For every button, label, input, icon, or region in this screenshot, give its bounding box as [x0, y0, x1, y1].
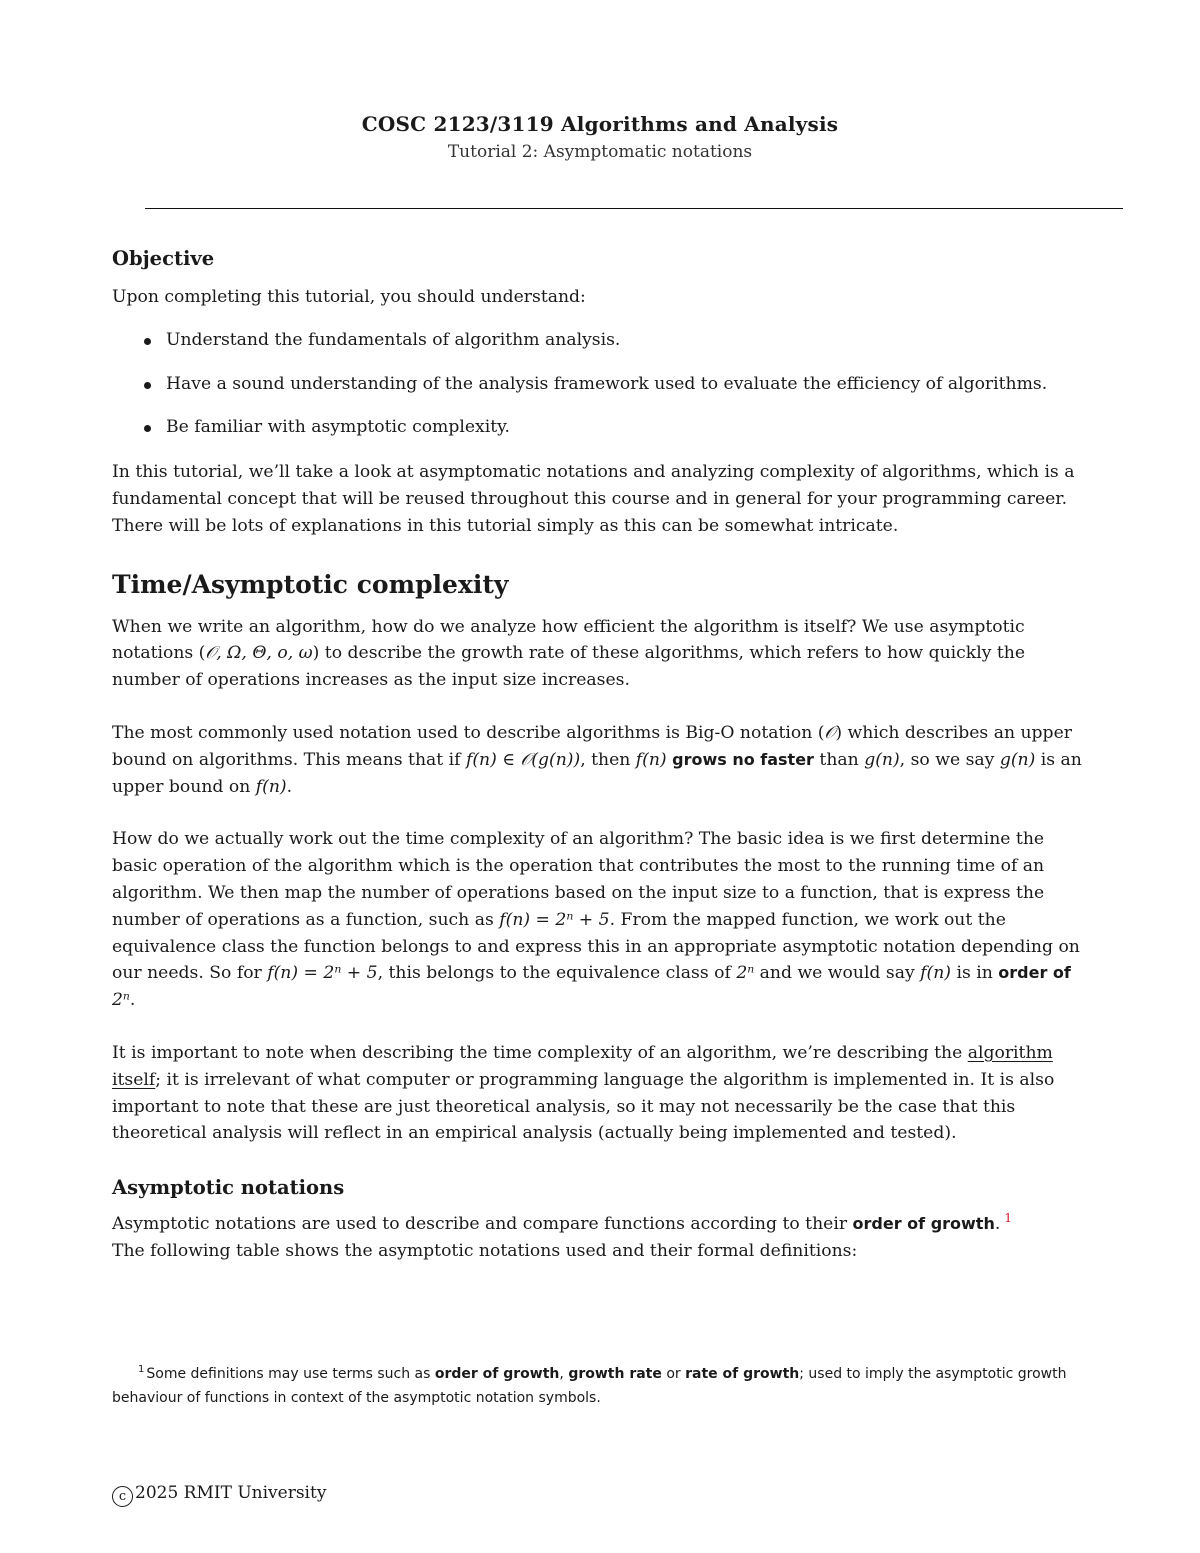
text: The following table shows the asymptotic notations used and their formal definitions: [112, 1240, 858, 1261]
math: 2ⁿ [736, 963, 755, 984]
text: than [813, 749, 865, 770]
asymptotic-notations-heading: Asymptotic notations [112, 1176, 345, 1200]
math: g(n) [864, 749, 900, 770]
copyright-icon: c [112, 1486, 133, 1507]
text: , this belongs to the equivalence class of [377, 963, 737, 984]
list-item: Be familiar with asymptotic complexity. [140, 414, 1090, 441]
text: and we would say [754, 963, 921, 984]
math: f(n) [255, 776, 287, 797]
bold-term: growth rate [568, 1366, 662, 1382]
text: . [286, 776, 293, 797]
time-complexity-heading: Time/Asymptotic complexity [112, 569, 509, 599]
underlined-term: algorithm itself [112, 1042, 1053, 1090]
math: f(n) [635, 749, 667, 770]
text: is in [951, 963, 999, 984]
objective-intro: Upon completing this tutorial, you should understand: [112, 287, 586, 307]
footnote [112, 1362, 1102, 1410]
list-item: Understand the fundamentals of algorithm analysis. [140, 327, 1090, 354]
math: 𝒪 [824, 722, 836, 743]
text: ; used to imply the asymptotic growth behaviour of functions in context of the asymptotic notation symbols. [112, 1366, 1067, 1406]
text: It is important to note when describing the time complexity of an algorithm, we’re describing the [112, 1042, 968, 1063]
paragraph-growth-rate [112, 614, 1090, 694]
text: Some definitions may use terms such as [146, 1366, 435, 1382]
math: 2ⁿ [112, 990, 130, 1011]
text: When we write an algorithm, how do we analyze how efficient the algorithm is itself? We use asymptotic notations ( [112, 616, 1025, 664]
text: or [661, 1366, 686, 1382]
header-divider [145, 208, 1123, 209]
document-header [0, 112, 1200, 162]
math: f(n) = 2ⁿ + 5 [499, 909, 610, 930]
text: How do we actually work out the time complexity of an algorithm? The basic idea is we first determine the basic operation of the algorithm which is the operation that contributes the most to the running time of an algorithm. We then map the number of operations based on the input size to a function, that is express the number of operations as a function, such as [112, 829, 1045, 930]
footer-text: 2025 RMIT University [135, 1483, 327, 1503]
bold-term: order of growth [434, 1366, 560, 1382]
objective-heading: Objective [112, 247, 215, 270]
math: g(n) [999, 749, 1036, 770]
bold-term: rate of growth [685, 1366, 800, 1382]
paragraph-notations-intro [112, 1211, 1090, 1265]
course-title: COSC 2123/3119 Algorithms and Analysis [361, 112, 839, 136]
objective-list [140, 327, 1090, 441]
bold-term: order of [998, 963, 1071, 983]
math: 𝒪, Ω, Θ, o, ω [205, 643, 313, 664]
text: Asymptotic notations are used to describe and compare functions according to their [112, 1214, 853, 1235]
text: The most commonly used notation used to describe algorithms is Big-O notation ( [112, 722, 825, 743]
text: ; it is irrelevant of what computer or programming language the algorithm is implemented in. It is also important to note that these are just theoretical analysis, so it may not necessarily be the case that this theoretical analysis will reflect in an empirical analysis (actually being implemented and tested). [112, 1069, 1055, 1144]
paragraph-big-o [112, 720, 1090, 800]
footnote-number: 1 [138, 1364, 145, 1376]
tutorial-subtitle: Tutorial 2: Asymptomatic notations [447, 142, 753, 162]
list-item: Have a sound understanding of the analysis framework used to evaluate the efficiency of algorithms. [140, 371, 1090, 398]
paragraph-theoretical [112, 1040, 1090, 1147]
text: ) to describe the growth rate of these algorithms, which refers to how quickly the number of operations increases as the input size increases. [112, 643, 1026, 691]
text: , so we say [899, 749, 1000, 770]
text: ) which describes an upper bound on algorithms. This means that if [112, 722, 1072, 770]
bold-term: order of growth [852, 1214, 995, 1234]
text: . [129, 990, 136, 1011]
bold-term: grows no faster [672, 749, 814, 769]
text: . [994, 1214, 1001, 1235]
math: f(n) = 2ⁿ + 5 [267, 963, 378, 984]
text: . From the mapped function, we work out the equivalence class the function belongs to and express this in an appropriate asymptotic notation depending on our needs. So for [112, 909, 1080, 984]
paragraph-working-out [112, 826, 1090, 1014]
objective-closing: In this tutorial, we’ll take a look at asymptomatic notations and analyzing complexity of algorithms, which is a fundamental concept that will be reused throughout this course and in general for your programming career. There will be lots of explanations in this tutorial simply as this can be somewhat intricate. [112, 462, 1075, 536]
document-body [112, 244, 1090, 1265]
footnote-link[interactable]: 1 [1004, 1211, 1012, 1226]
text: , then [580, 749, 636, 770]
page-footer [112, 1483, 326, 1507]
text: , [559, 1366, 569, 1382]
text: is an upper bound on [112, 749, 1082, 797]
math: f(n) [920, 963, 951, 984]
math: f(n) ∈ 𝒪(g(n)) [465, 749, 581, 770]
